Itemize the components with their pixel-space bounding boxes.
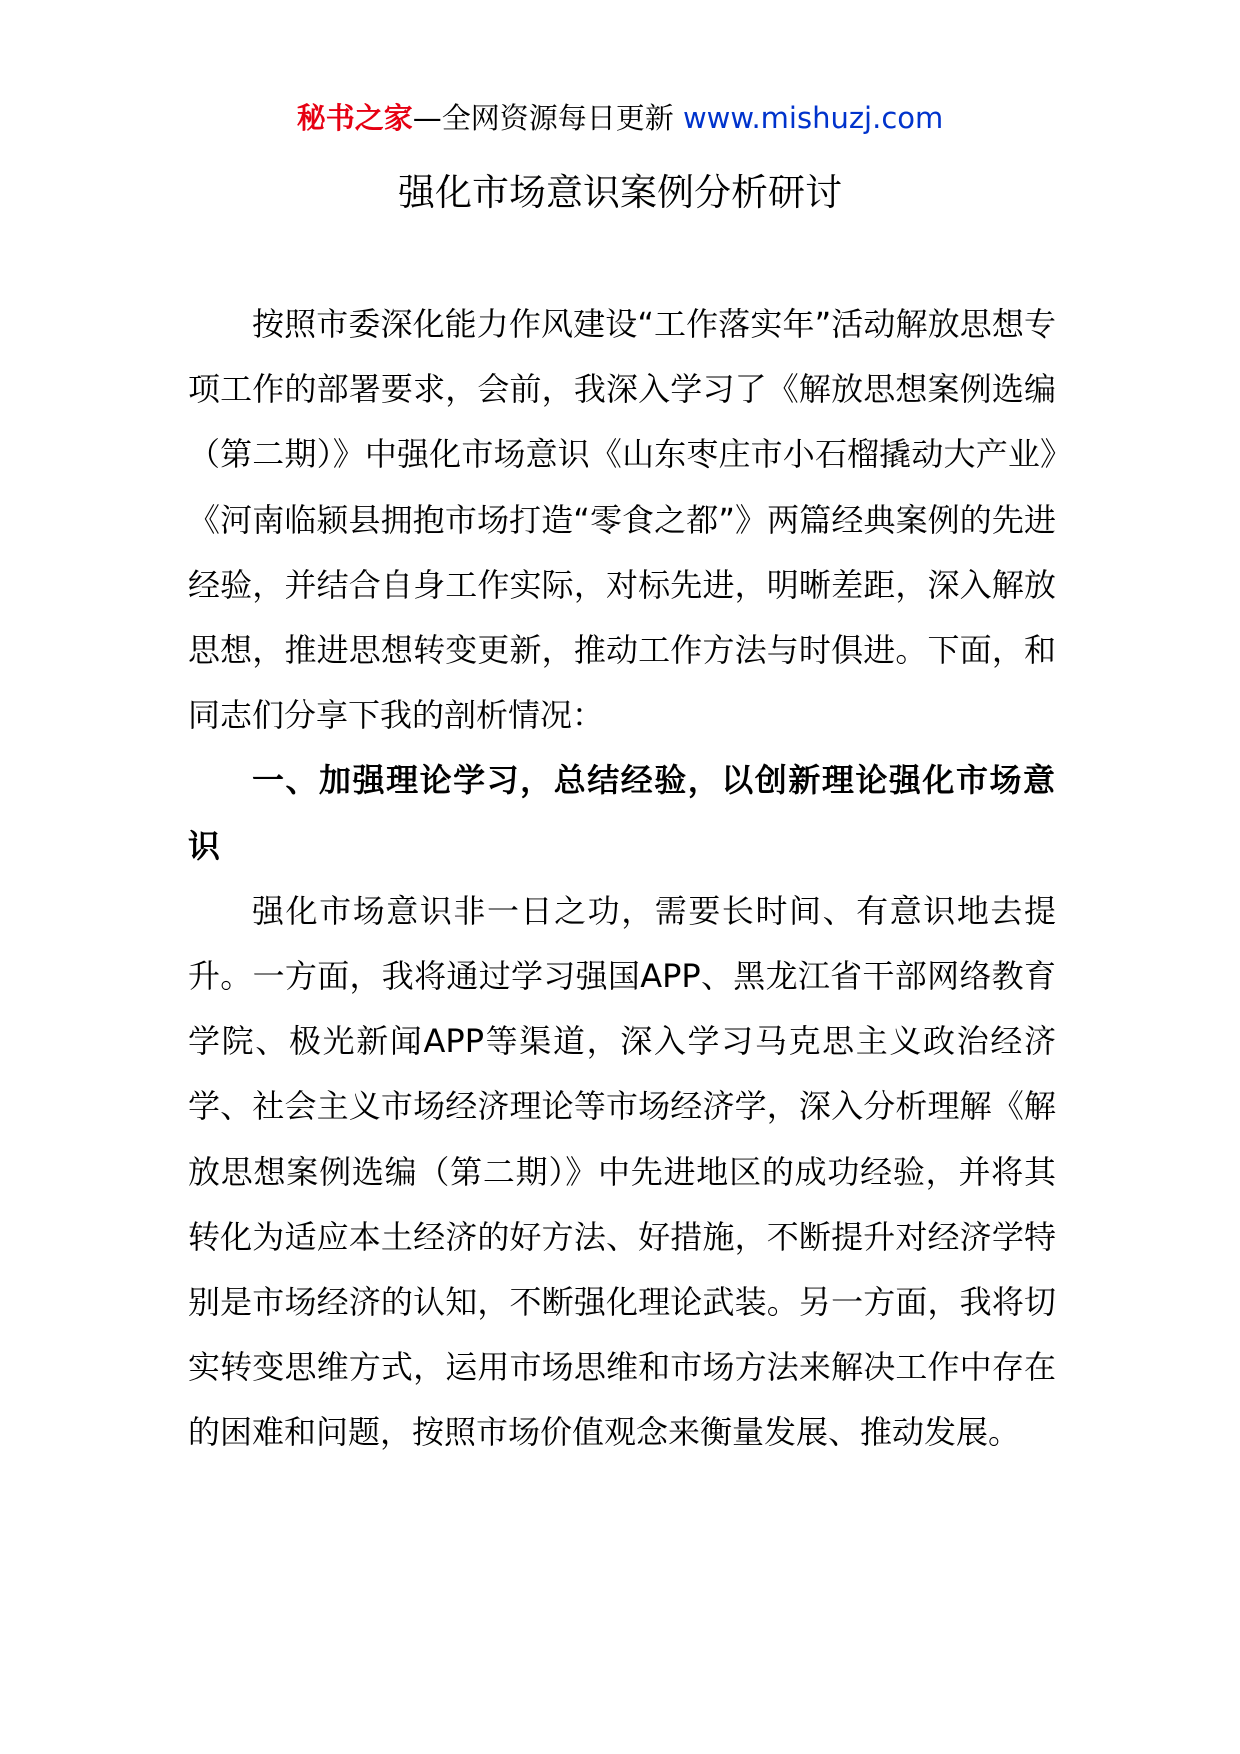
header-tagline: —全网资源每日更新 xyxy=(412,101,683,135)
document-body xyxy=(188,292,1056,1466)
document-title: 强化市场意识案例分析研讨 xyxy=(398,171,842,214)
brand-name: 秘书之家 xyxy=(296,101,413,135)
site-header xyxy=(0,98,1240,138)
section-heading-1: 一、加强理论学习，总结经验，以创新理论强化市场意识 xyxy=(188,761,1056,865)
intro-paragraph: 按照市委深化能力作风建设“工作落实年”活动解放思想专项工作的部署要求，会前，我深入学习了《解放思想案例选编（第二期）》中强化市场意识《山东枣庄市小石榴撬动大产业》《河南临颍县拥抱市场打造“零食之都”》两篇经典案例的先进经验，并结合自身工作实际，对标先进，明晰差距，深入解放思想，推进思想转变更新，推动工作方法与时俱进。下面，和同志们分享下我的剖析情况： xyxy=(188,305,1056,735)
section-1-paragraph: 强化市场意识非一日之功，需要长时间、有意识地去提升。一方面，我将通过学习强国APP、黑龙江省干部网络教育学院、极光新闻APP等渠道，深入学习马克思主义政治经济学、社会主义市场经济理论等市场经济学，深入分析理解《解放思想案例选编（第二期）》中先进地区的成功经验，并将其转化为适应本土经济的好方法、好措施，不断提升对经济学特别是市场经济的认知，不断强化理论武装。另一方面，我将切实转变思维方式，运用市场思维和市场方法来解决工作中存在的困难和问题，按照市场价值观念来衡量发展、推动发展。 xyxy=(188,891,1056,1452)
site-url-link[interactable]: www.mishuzj.com xyxy=(682,101,944,135)
